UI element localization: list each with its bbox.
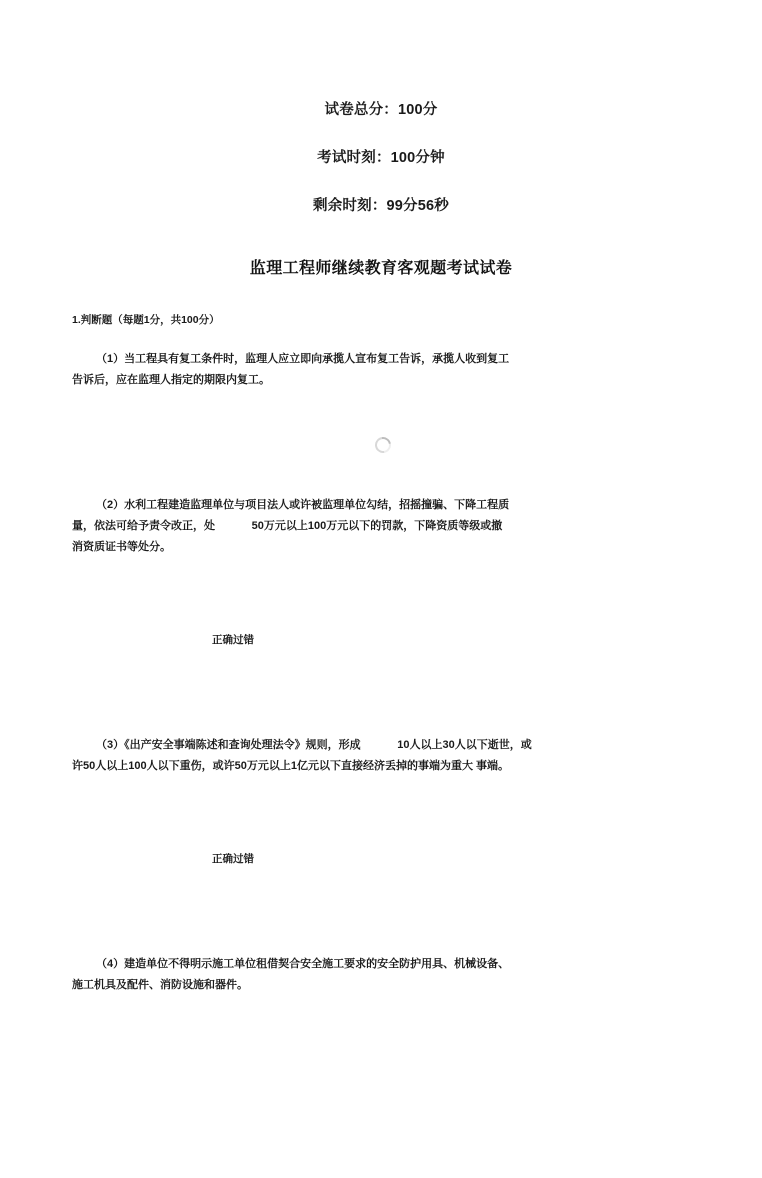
question-text-line: （4）建造单位不得明示施工单位租借契合安全施工要求的安全防护用具、机械设备、: [96, 958, 510, 970]
question-text-line: 施工机具及配件、消防设施和器件。: [72, 979, 248, 991]
exam-duration-line: 考试时刻：100分钟: [317, 150, 445, 166]
spacer: [72, 866, 690, 954]
answer-option-2[interactable]: 正确过错: [212, 634, 254, 646]
loading-spinner-icon: [372, 434, 394, 456]
spacer: [72, 647, 690, 735]
time-remaining-line: 剩余时刻：99分56秒: [313, 198, 449, 214]
question-text-line: 量，依法可给予责令改正，处 50万元以上100万元以下的罚款，下降资质等级或撤: [72, 520, 503, 532]
spacer: [72, 558, 690, 632]
question-text-line: 许50人以上100人以下重伤，或许50万元以上1亿元以下直接经济丢掉的事端为重大 事端。: [72, 760, 509, 772]
question-item-2: [72, 495, 690, 558]
question-text-line: （3）《出产安全事端陈述和查询处理法令》规则，形成 10人以上30人以下逝世，或: [96, 739, 532, 751]
spacer: [72, 777, 690, 851]
question-text-line: 告诉后，应在监理人指定的期限内复工。: [72, 374, 270, 386]
question-text-line: 消资质证书等处分。: [72, 541, 171, 553]
exam-page: [0, 98, 762, 1178]
question-text-line: （1）当工程具有复工条件时，监理人应立即向承揽人宣布复工告诉，承揽人收到复工: [96, 353, 510, 365]
question-text-line: （2）水利工程建造监理单位与项目法人或许被监理单位勾结，招摇撞骗、下降工程质: [96, 499, 510, 511]
loading-area: [72, 391, 690, 495]
answer-option-3[interactable]: 正确过错: [212, 853, 254, 865]
section-label: 1.判断题（每题1分，共100分）: [72, 314, 220, 326]
question-item-4: [72, 954, 690, 996]
page-title: 监理工程师继续教育客观题考试试卷: [249, 260, 513, 277]
question-item-1: [72, 349, 690, 391]
question-item-3: [72, 735, 690, 777]
total-score-line: 试卷总分：100分: [324, 102, 438, 118]
